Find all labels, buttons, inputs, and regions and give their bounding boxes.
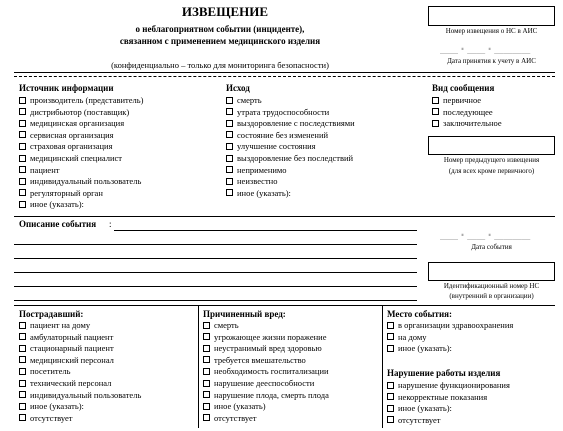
harm-option-label: неустранимый вред здоровью bbox=[214, 343, 322, 354]
checkbox-icon[interactable] bbox=[226, 120, 233, 127]
harm-option-label: угрожающее жизни поражение bbox=[214, 331, 327, 342]
source-option[interactable] bbox=[19, 199, 144, 211]
description-line-6[interactable] bbox=[14, 300, 417, 301]
outcome-list bbox=[226, 95, 355, 199]
victim-option[interactable] bbox=[19, 378, 141, 390]
divider-top bbox=[14, 72, 555, 73]
accept-date-input[interactable]: __.__.____ bbox=[440, 36, 531, 54]
source-option[interactable] bbox=[19, 107, 144, 119]
prev-number-input[interactable] bbox=[428, 136, 555, 155]
malfunction-heading: Нарушение работы изделия bbox=[387, 368, 501, 378]
description-line-1[interactable] bbox=[114, 230, 417, 231]
victim-option-label: индивидуальный пользователь bbox=[30, 389, 142, 400]
source-option-label: медицинская организация bbox=[30, 118, 125, 129]
malfunction-option[interactable] bbox=[387, 415, 510, 427]
victim-option-label: медицинский персонал bbox=[30, 354, 114, 365]
checkbox-icon[interactable] bbox=[203, 380, 210, 387]
checkbox-icon[interactable] bbox=[19, 189, 26, 196]
divider-top-dashed bbox=[14, 76, 555, 77]
source-option[interactable] bbox=[19, 165, 144, 177]
victim-heading: Пострадавший: bbox=[19, 309, 84, 319]
harm-option[interactable] bbox=[203, 320, 329, 332]
source-option-label: дистрибьютор (поставщик) bbox=[30, 106, 130, 117]
notice-number-input[interactable] bbox=[428, 6, 555, 26]
source-option[interactable] bbox=[19, 188, 144, 200]
malfunction-option-label: иное (указать): bbox=[398, 403, 452, 414]
checkbox-icon[interactable] bbox=[203, 391, 210, 398]
internal-id-label-1: Идентификационный номер НС bbox=[443, 282, 540, 290]
divider-middle bbox=[14, 216, 555, 217]
checkbox-icon[interactable] bbox=[226, 108, 233, 115]
description-line-5[interactable] bbox=[14, 286, 417, 287]
place-option[interactable] bbox=[387, 343, 513, 355]
place-option-label: на дому bbox=[398, 331, 427, 342]
divider-vert-1 bbox=[198, 306, 199, 428]
checkbox-icon[interactable] bbox=[19, 345, 26, 352]
outcome-option-label: улучшение состояния bbox=[237, 141, 316, 152]
malfunction-option[interactable] bbox=[387, 392, 510, 404]
checkbox-icon[interactable] bbox=[19, 368, 26, 375]
harm-option[interactable] bbox=[203, 378, 329, 390]
victim-option-label: амбулаторный пациент bbox=[30, 331, 114, 342]
checkbox-icon[interactable] bbox=[226, 143, 233, 150]
message-type-option[interactable] bbox=[432, 95, 502, 107]
checkbox-icon[interactable] bbox=[19, 201, 26, 208]
victim-option-label: отсутствует bbox=[30, 412, 73, 423]
source-option-label: сервисная организация bbox=[30, 129, 114, 140]
checkbox-icon[interactable] bbox=[226, 189, 233, 196]
harm-option-label: необходимость госпитализации bbox=[214, 366, 329, 377]
harm-heading: Причиненный вред: bbox=[203, 309, 286, 319]
harm-option[interactable] bbox=[203, 390, 329, 402]
checkbox-icon[interactable] bbox=[203, 414, 210, 421]
outcome-option[interactable] bbox=[226, 130, 355, 142]
harm-option[interactable] bbox=[203, 366, 329, 378]
checkbox-icon[interactable] bbox=[387, 416, 394, 423]
checkbox-icon[interactable] bbox=[19, 143, 26, 150]
source-option-label: пациент bbox=[30, 164, 60, 175]
victim-list bbox=[19, 320, 141, 424]
checkbox-icon[interactable] bbox=[19, 333, 26, 340]
harm-option-label: отсутствует bbox=[214, 412, 257, 423]
harm-option[interactable] bbox=[203, 401, 329, 413]
outcome-option-label: состояние без изменений bbox=[237, 129, 329, 140]
checkbox-icon[interactable] bbox=[432, 108, 439, 115]
source-option[interactable] bbox=[19, 141, 144, 153]
description-line-2[interactable] bbox=[14, 244, 417, 245]
description-line-3[interactable] bbox=[14, 258, 417, 259]
divider-lower bbox=[14, 305, 555, 306]
checkbox-icon[interactable] bbox=[203, 356, 210, 363]
source-option[interactable] bbox=[19, 130, 144, 142]
harm-option[interactable] bbox=[203, 343, 329, 355]
outcome-option[interactable] bbox=[226, 95, 355, 107]
harm-option[interactable] bbox=[203, 413, 329, 425]
checkbox-icon[interactable] bbox=[19, 391, 26, 398]
internal-id-label-2: (внутренний в организации) bbox=[449, 292, 534, 300]
malfunction-option-label: некорректные показания bbox=[398, 391, 488, 402]
victim-option-label: иное (указать): bbox=[30, 401, 84, 412]
checkbox-icon[interactable] bbox=[19, 97, 26, 104]
checkbox-icon[interactable] bbox=[203, 333, 210, 340]
checkbox-icon[interactable] bbox=[226, 166, 233, 173]
event-date-label: Дата события bbox=[471, 243, 512, 251]
place-option-label: в организации здравоохранения bbox=[398, 320, 514, 330]
message-type-option[interactable] bbox=[432, 107, 502, 119]
source-option[interactable] bbox=[19, 118, 144, 130]
victim-option-label: технический персонал bbox=[30, 377, 112, 388]
internal-id-input[interactable] bbox=[428, 262, 555, 281]
checkbox-icon[interactable] bbox=[203, 322, 210, 329]
checkbox-icon[interactable] bbox=[19, 155, 26, 162]
checkbox-icon[interactable] bbox=[226, 155, 233, 162]
subtitle-line-2: связанном с применением медицинского изделия bbox=[119, 36, 321, 46]
source-option-label: производитель (представитель) bbox=[30, 95, 144, 105]
victim-option-label: посетитель bbox=[30, 366, 71, 377]
message-type-option-label: заключительное bbox=[443, 118, 502, 129]
checkbox-icon[interactable] bbox=[19, 414, 26, 421]
description-heading: Описание события bbox=[19, 219, 97, 229]
source-option-label: медицинский специалист bbox=[30, 152, 123, 163]
outcome-option-label: выздоровление без последствий bbox=[237, 152, 354, 163]
harm-list bbox=[203, 320, 329, 424]
source-option-label: иное (указать): bbox=[30, 199, 84, 210]
source-list bbox=[19, 95, 144, 211]
checkbox-icon[interactable] bbox=[203, 345, 210, 352]
harm-option[interactable] bbox=[203, 355, 329, 367]
checkbox-icon[interactable] bbox=[387, 345, 394, 352]
malfunction-option-label: отсутствует bbox=[398, 414, 441, 425]
checkbox-icon[interactable] bbox=[387, 333, 394, 340]
checkbox-icon[interactable] bbox=[19, 108, 26, 115]
checkbox-icon[interactable] bbox=[432, 120, 439, 127]
victim-option[interactable] bbox=[19, 390, 141, 402]
outcome-option-label: неприменимо bbox=[237, 164, 287, 175]
page-title: ИЗВЕЩЕНИЕ bbox=[181, 4, 269, 19]
checkbox-icon[interactable] bbox=[203, 403, 210, 410]
confidential-note: (конфиденциально – только для мониторинга безопасности) bbox=[111, 60, 329, 70]
harm-option[interactable] bbox=[203, 332, 329, 344]
source-option[interactable] bbox=[19, 95, 144, 107]
event-date-input[interactable]: __.__.____ bbox=[440, 222, 531, 240]
place-list bbox=[387, 320, 513, 355]
checkbox-icon[interactable] bbox=[226, 178, 233, 185]
divider-vert-2 bbox=[382, 306, 383, 428]
checkbox-icon[interactable] bbox=[387, 322, 394, 329]
outcome-option[interactable] bbox=[226, 188, 355, 200]
source-option[interactable] bbox=[19, 176, 144, 188]
prev-number-label-2: (для всех кроме первичного) bbox=[448, 167, 535, 175]
place-option[interactable] bbox=[387, 320, 513, 332]
outcome-option[interactable] bbox=[226, 153, 355, 165]
description-line-4[interactable] bbox=[14, 272, 417, 273]
harm-option-label: нарушение плода, смерть плода bbox=[214, 389, 329, 400]
victim-option[interactable] bbox=[19, 366, 141, 378]
message-type-option-label: первичное bbox=[443, 95, 482, 105]
notice-number-label: Номер извещения о НС в АИС bbox=[445, 27, 538, 35]
checkbox-icon[interactable] bbox=[387, 405, 394, 412]
malfunction-option-label: нарушение функционирования bbox=[398, 380, 510, 390]
checkbox-icon[interactable] bbox=[19, 322, 26, 329]
victim-option-label: пациент на дому bbox=[30, 320, 91, 330]
malfunction-list bbox=[387, 380, 510, 426]
source-option-label: страховая организация bbox=[30, 141, 113, 152]
harm-option-label: иное (указать) bbox=[214, 401, 266, 412]
malfunction-option[interactable] bbox=[387, 403, 510, 415]
outcome-option-label: утрата трудоспособности bbox=[237, 106, 330, 117]
checkbox-icon[interactable] bbox=[432, 97, 439, 104]
checkbox-icon[interactable] bbox=[226, 131, 233, 138]
place-heading: Место события: bbox=[387, 309, 453, 319]
outcome-heading: Исход bbox=[226, 83, 250, 93]
place-option-label: иное (указать): bbox=[398, 343, 452, 354]
message-type-option[interactable] bbox=[432, 118, 502, 130]
harm-option-label: смерть bbox=[214, 320, 239, 330]
message-type-heading: Вид сообщения bbox=[432, 83, 495, 93]
source-option-label: регуляторный орган bbox=[30, 187, 103, 198]
outcome-option-label: неизвестно bbox=[237, 176, 278, 187]
harm-option-label: требуется вмешательство bbox=[214, 354, 306, 365]
accept-date-label: Дата принятия к учету в АИС bbox=[447, 57, 536, 65]
victim-option[interactable] bbox=[19, 401, 141, 413]
source-option-label: индивидуальный пользователь bbox=[30, 176, 142, 187]
harm-option-label: нарушение дееспособности bbox=[214, 377, 315, 388]
checkbox-icon[interactable] bbox=[19, 356, 26, 363]
victim-option[interactable] bbox=[19, 332, 141, 344]
source-heading: Источник информации bbox=[19, 83, 114, 93]
outcome-option-label: иное (указать): bbox=[237, 187, 291, 198]
checkbox-icon[interactable] bbox=[19, 178, 26, 185]
victim-option[interactable] bbox=[19, 343, 141, 355]
victim-option-label: стационарный пациент bbox=[30, 343, 114, 354]
subtitle-line-1: о неблагоприятном событии (инциденте), bbox=[135, 24, 305, 34]
checkbox-icon[interactable] bbox=[19, 131, 26, 138]
outcome-option[interactable] bbox=[226, 176, 355, 188]
source-option[interactable] bbox=[19, 153, 144, 165]
message-type-list bbox=[432, 95, 502, 130]
checkbox-icon[interactable] bbox=[387, 393, 394, 400]
checkbox-icon[interactable] bbox=[19, 403, 26, 410]
outcome-option[interactable] bbox=[226, 107, 355, 119]
outcome-option[interactable] bbox=[226, 165, 355, 177]
malfunction-option[interactable] bbox=[387, 380, 510, 392]
message-type-option-label: последующее bbox=[443, 106, 493, 117]
victim-option[interactable] bbox=[19, 320, 141, 332]
prev-number-label-1: Номер предыдущего извещения bbox=[443, 156, 540, 164]
outcome-option[interactable] bbox=[226, 118, 355, 130]
victim-option[interactable] bbox=[19, 413, 141, 425]
description-colon: : bbox=[109, 219, 112, 229]
checkbox-icon[interactable] bbox=[19, 380, 26, 387]
checkbox-icon[interactable] bbox=[387, 382, 394, 389]
checkbox-icon[interactable] bbox=[226, 97, 233, 104]
checkbox-icon[interactable] bbox=[19, 120, 26, 127]
outcome-option[interactable] bbox=[226, 141, 355, 153]
checkbox-icon[interactable] bbox=[19, 166, 26, 173]
outcome-option-label: смерть bbox=[237, 95, 262, 105]
victim-option[interactable] bbox=[19, 355, 141, 367]
checkbox-icon[interactable] bbox=[203, 368, 210, 375]
outcome-option-label: выздоровление с последствиями bbox=[237, 118, 355, 129]
place-option[interactable] bbox=[387, 332, 513, 344]
